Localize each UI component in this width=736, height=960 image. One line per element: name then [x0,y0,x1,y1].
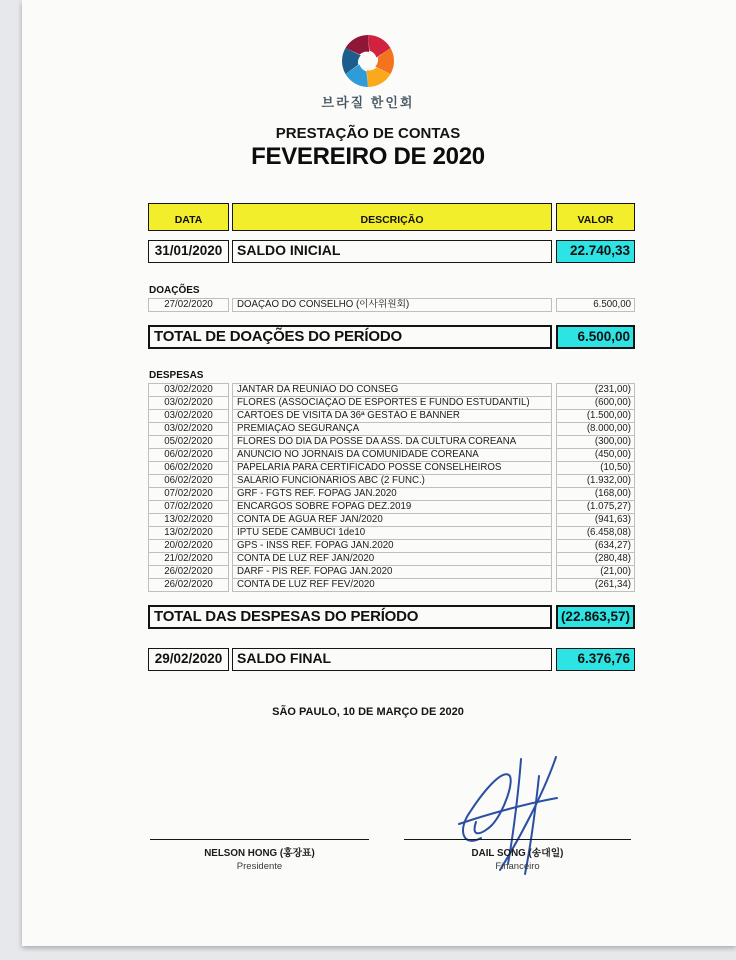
expense-date: 20/02/2020 [148,539,229,553]
despesas-section-label: DESPESAS [149,370,204,381]
expense-value: (300,00) [556,435,635,449]
expense-date: 03/02/2020 [148,409,229,423]
expense-date: 03/02/2020 [148,422,229,436]
saldo-inicial-row [148,240,635,263]
expense-row [148,552,635,566]
header-descricao: DESCRIÇÃO [232,203,552,231]
donation-row [148,298,635,312]
donation-value: 6.500,00 [556,298,635,312]
report-subtitle: PRESTAÇÃO DE CONTAS [275,125,461,142]
expense-value: (231,00) [556,383,635,397]
expense-date: 26/02/2020 [148,565,229,579]
report-title: FEVEREIRO DE 2020 [251,143,485,170]
signature-line-president [150,839,369,840]
president-role: Presidente [236,861,283,872]
expense-date: 06/02/2020 [148,474,229,488]
expense-value: (280,48) [556,552,635,566]
expense-value: (6.458,08) [556,526,635,540]
donation-date: 27/02/2020 [148,298,229,312]
expense-value: (1.932,00) [556,474,635,488]
signature-line-treasurer [404,839,631,840]
expense-description: PAPELARIA PARA CERTIFICADO POSSE CONSELHEIROS [232,461,552,475]
expense-date: 13/02/2020 [148,513,229,527]
header-valor: VALOR [556,203,635,231]
total-doacoes-row [148,325,635,349]
expense-description: PREMIAÇÃO SEGURANÇA [232,422,552,436]
header-data: DATA [148,203,229,231]
expense-date: 05/02/2020 [148,435,229,449]
expense-value: (261,34) [556,578,635,592]
expense-row [148,461,635,475]
expense-date: 07/02/2020 [148,487,229,501]
expense-row [148,409,635,423]
donation-description: DOAÇÃO DO CONSELHO (이사위원회) [232,298,552,312]
treasurer-role: Financeiro [495,861,540,872]
total-despesas-value: (22.863,57) [556,605,635,629]
saldo-final-row [148,648,635,671]
expense-date: 06/02/2020 [148,448,229,462]
expense-date: 21/02/2020 [148,552,229,566]
expense-value: (450,00) [556,448,635,462]
total-despesas-label: TOTAL DAS DESPESAS DO PERÍODO [148,605,552,629]
expense-value: (8.000,00) [556,422,635,436]
expense-row [148,396,635,410]
aperture-logo-icon [337,33,399,89]
expense-row [148,487,635,501]
expense-description: FLORES DO DIA DA POSSE DA ASS. DA CULTURA COREANA [232,435,552,449]
expense-value: (941,63) [556,513,635,527]
expense-row [148,526,635,540]
accounts-table [148,203,635,671]
expense-description: CONTA DE LUZ REF JAN/2020 [232,552,552,566]
expense-description: JANTAR DA REUNIÃO DO CONSEG [232,383,552,397]
saldo-inicial-value: 22.740,33 [556,240,635,263]
expense-value: (1.500,00) [556,409,635,423]
doacoes-section-label: DOAÇÕES [149,285,200,296]
expense-row [148,565,635,579]
expense-description: FLORES (ASSOCIAÇÃO DE ESPORTES E FUNDO ESTUDANTIL) [232,396,552,410]
expense-description: GPS - INSS REF. FOPAG JAN.2020 [232,539,552,553]
table-header-row [148,203,635,231]
expense-description: ENCARGOS SOBRE FOPAG DEZ.2019 [232,500,552,514]
expense-row [148,578,635,592]
expense-description: CARTÕES DE VISITA DA 36ª GESTÃO E BANNER [232,409,552,423]
expense-row [148,474,635,488]
total-doacoes-value: 6.500,00 [556,325,635,349]
total-despesas-row [148,605,635,629]
despesas-rows [148,383,635,592]
treasurer-signature-block [404,845,631,872]
doacoes-rows [148,298,635,312]
saldo-final-value: 6.376,76 [556,648,635,671]
saldo-final-date: 29/02/2020 [148,648,229,671]
expense-description: CONTA DE LUZ REF FEV/2020 [232,578,552,592]
expense-date: 07/02/2020 [148,500,229,514]
expense-date: 26/02/2020 [148,578,229,592]
saldo-final-label: SALDO FINAL [232,648,552,671]
expense-value: (10,50) [556,461,635,475]
expense-date: 06/02/2020 [148,461,229,475]
expense-row [148,383,635,397]
expense-row [148,500,635,514]
treasurer-name: DAIL SONG (송대일) [471,848,564,859]
expense-description: GRF - FGTS REF. FOPAG JAN.2020 [232,487,552,501]
expense-row [148,513,635,527]
expense-description: ANÚNCIO NO JORNAIS DA COMUNIDADE COREANA [232,448,552,462]
expense-row [148,422,635,436]
expense-row [148,448,635,462]
logo-korean-name: 브라질 한인회 [321,95,415,110]
expense-description: DARF - PIS REF. FOPAG JAN.2020 [232,565,552,579]
expense-row [148,435,635,449]
expense-description: IPTU SEDE CAMBUCI 1de10 [232,526,552,540]
association-logo [0,33,736,111]
president-name: NELSON HONG (홍장표) [204,848,315,859]
expense-description: CONTA DE ÁGUA REF JAN/2020 [232,513,552,527]
saldo-inicial-date: 31/01/2020 [148,240,229,263]
expense-value: (1.075,27) [556,500,635,514]
expense-value: (168,00) [556,487,635,501]
expense-value: (634,27) [556,539,635,553]
total-doacoes-label: TOTAL DE DOAÇÕES DO PERÍODO [148,325,552,349]
saldo-inicial-label: SALDO INICIAL [232,240,552,263]
expense-value: (600,00) [556,396,635,410]
expense-date: 03/02/2020 [148,383,229,397]
president-signature-block [150,845,369,872]
expense-date: 13/02/2020 [148,526,229,540]
expense-value: (21,00) [556,565,635,579]
expense-date: 03/02/2020 [148,396,229,410]
expense-description: SALÁRIO FUNCIONÁRIOS ABC (2 FUNC.) [232,474,552,488]
expense-row [148,539,635,553]
place-date-line: SÃO PAULO, 10 DE MARÇO DE 2020 [272,706,464,718]
